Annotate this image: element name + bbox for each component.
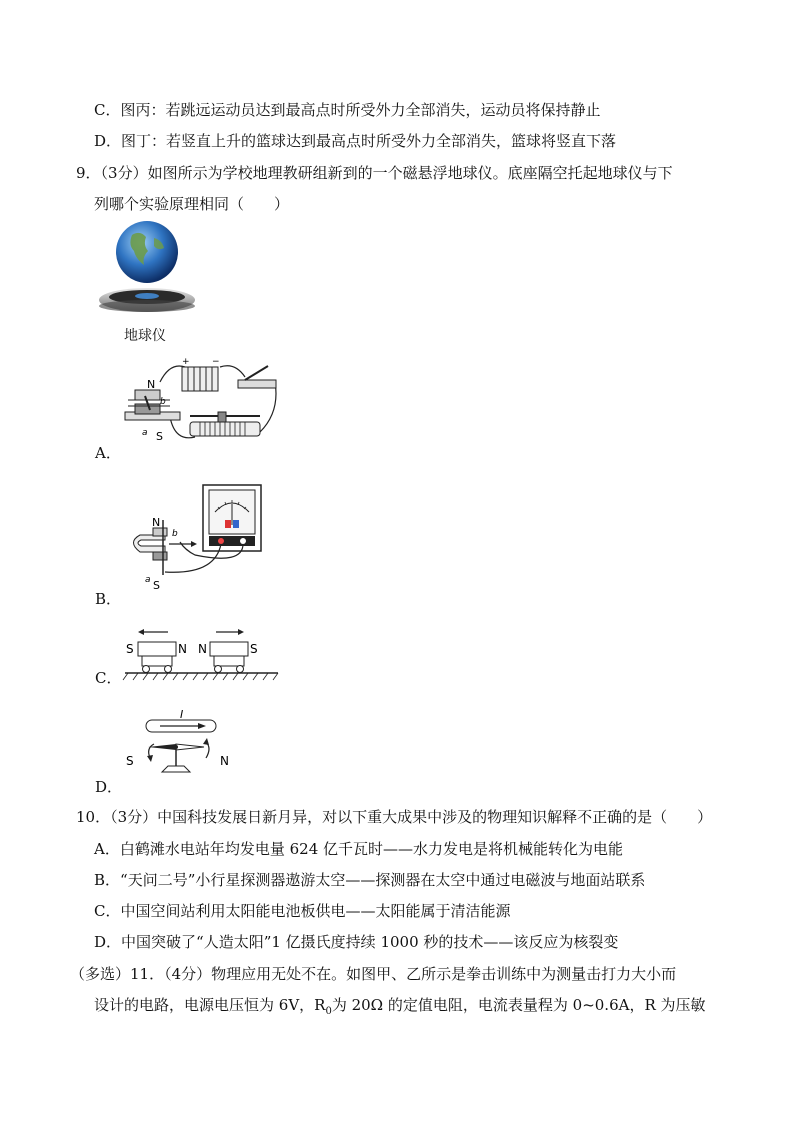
option-a-b: b bbox=[160, 397, 166, 407]
option-b-figure bbox=[125, 480, 265, 595]
q8-option-d: D．图丁：若竖直上升的篮球达到最高点时所受外力全部消失，篮球将竖直下落 bbox=[94, 132, 617, 150]
option-d-current: I bbox=[180, 708, 184, 721]
option-a-figure bbox=[120, 352, 280, 452]
option-b-b: b bbox=[172, 529, 178, 539]
option-a-minus: − bbox=[212, 357, 220, 367]
option-a-s: S bbox=[156, 430, 163, 443]
globe-figure bbox=[92, 220, 202, 325]
q8-option-c: C．图丙：若跳远运动员达到最高点时所受外力全部消失，运动员将保持静止 bbox=[94, 101, 601, 119]
q11-line2-a: 设计的电路，电源电压恒为 6V，R bbox=[94, 996, 326, 1014]
option-c-label: C． bbox=[95, 669, 122, 687]
q10-option-b: B．“天问二号”小行星探测器遨游太空——探测器在太空中通过电磁波与地面站联系 bbox=[94, 871, 646, 889]
option-a-a: a bbox=[142, 428, 148, 438]
option-b-a: a bbox=[145, 575, 151, 585]
q10-option-c: C．中国空间站利用太阳能电池板供电——太阳能属于清洁能源 bbox=[94, 902, 511, 920]
option-d-figure bbox=[120, 700, 240, 790]
q10-stem: 10．（3分）中国科技发展日新月异，对以下重大成果中涉及的物理知识解释不正确的是（ ） bbox=[76, 808, 713, 826]
option-b-n: N bbox=[152, 516, 161, 529]
q10-option-a: A．白鹤滩水电站年均发电量 624 亿千瓦时——水力发电是将机械能转化为电能 bbox=[94, 840, 624, 858]
q11-line2-b: 为 20Ω 的定值电阻，电流表量程为 0~0.6A，R 为压敏 bbox=[331, 996, 706, 1014]
option-c-figure bbox=[120, 622, 285, 684]
q11-line2-sub: 0 bbox=[325, 1006, 332, 1017]
option-c-left-n: N bbox=[178, 642, 187, 656]
option-c-right-s: S bbox=[250, 642, 258, 656]
option-c-right-n: N bbox=[198, 642, 207, 656]
option-a-n: N bbox=[147, 378, 156, 391]
option-d-label: D． bbox=[95, 778, 123, 796]
option-c-left-s: S bbox=[126, 642, 134, 656]
option-d-s: S bbox=[126, 754, 134, 768]
option-d-n: N bbox=[220, 754, 229, 768]
option-a-plus: + bbox=[182, 357, 190, 367]
option-b-label: B． bbox=[95, 590, 122, 608]
q11-line1: （多选）11．（4分）物理应用无处不在。如图甲、乙所示是拳击训练中为测量击打力大小而 bbox=[70, 965, 677, 983]
globe-caption: 地球仪 bbox=[124, 328, 166, 344]
q9-stem-line1: 9．（3分）如图所示为学校地理教研组新到的一个磁悬浮地球仪。底座隔空托起地球仪与下 bbox=[76, 164, 673, 182]
q11-line2 bbox=[94, 995, 706, 1022]
q9-stem-line2: 列哪个实验原理相同（ ） bbox=[94, 195, 290, 213]
q10-option-d: D．中国突破了“人造太阳”1 亿摄氏度持续 1000 秒的技术——该反应为核裂变 bbox=[94, 933, 619, 951]
option-b-s: S bbox=[153, 579, 160, 592]
option-a-label: A． bbox=[95, 444, 121, 462]
